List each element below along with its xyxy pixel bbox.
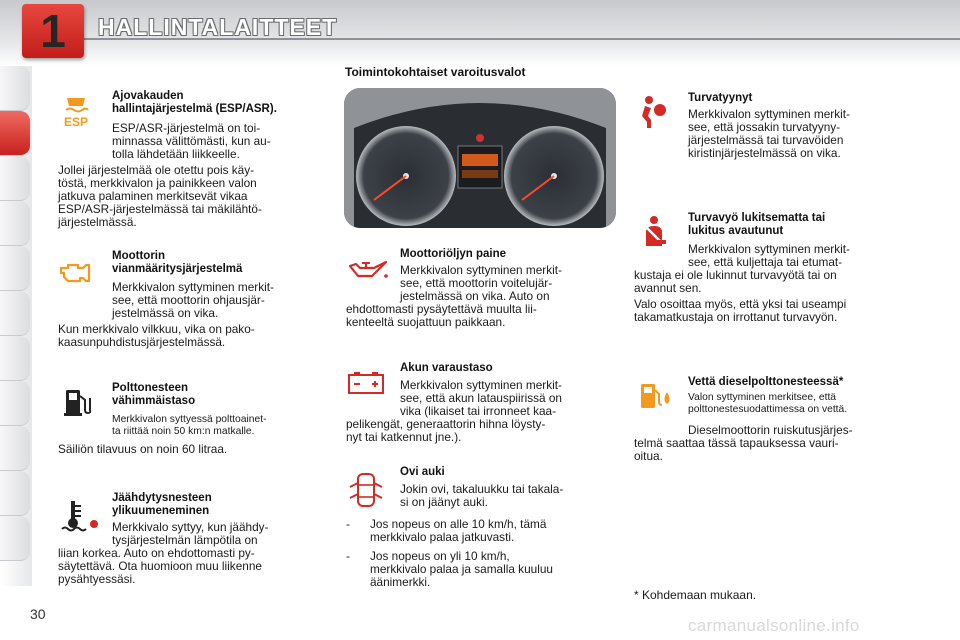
fuel-title: Polttonesteen vähimmäistaso	[112, 382, 196, 407]
side-tab[interactable]	[0, 291, 30, 336]
fuel-indent-text: Merkkivalon syttyessä polttoainet- ta riittää noin 50 km:n matkalle.	[112, 414, 267, 437]
seatbelt-body-text-2: Valo osoittaa myös, että yksi tai useampi takamatkustaja on irrottanut turvavyön.	[634, 297, 847, 324]
esp-body-text: Jollei järjestelmää ole otettu pois käy- töstä, merkkivalon ja painikkeen valon jatkuva palaminen merkitsevät vikaa ESP/ASR-järjestelmässä tai mäkilähtö- järjestelmässä.	[58, 163, 262, 229]
seatbelt-icon	[636, 214, 672, 250]
svg-text:ESP: ESP	[63, 115, 89, 128]
list-item: - Jos nopeus on alle 10 km/h, tämä merkkivalo palaa jatkuvasti.	[346, 517, 547, 544]
engine-title: Moottorin vianmääritysjärjestelmä	[112, 250, 243, 275]
water-in-diesel-icon	[636, 378, 676, 414]
coolant-temperature-icon	[58, 498, 102, 534]
coolant-title: Jäähdytysnesteen ylikuumeneminen	[112, 492, 212, 517]
airbag-title: Turvatyynyt	[688, 92, 753, 104]
fuel-pump-icon	[58, 384, 94, 420]
water-indent-text: Dieselmoottorin ruiskutusjärjes-	[688, 423, 853, 437]
side-tab[interactable]	[0, 471, 30, 516]
watermark: carmanualsonline.info	[688, 616, 860, 635]
oil-title: Moottoriöljyn paine	[400, 248, 507, 260]
side-tab-active[interactable]	[0, 111, 30, 156]
engine-indent-text: Merkkivalon syttyminen merkit- see, että moottorin ohjausjär- jestelmässä on vika.	[112, 280, 274, 320]
door-list	[346, 518, 614, 589]
oil-body-text: ehdottomasti pysäytettävä muulta lii- kenteeltä suojattuun paikkaan.	[346, 302, 537, 329]
side-tab[interactable]	[0, 336, 30, 381]
battery-icon	[346, 370, 386, 396]
coolant-indent-text: Merkkivalo syttyy, kun jäähdy- tysjärjestelmän lämpötila on	[112, 520, 269, 547]
battery-indent-text: Merkkivalon syttyminen merkit- see, että akun latauspiirissä on vika (likaiset tai irronneet kaa-	[400, 378, 562, 418]
door-title: Ovi auki	[400, 466, 445, 478]
instrument-cluster-image	[344, 88, 616, 228]
water-title: Vettä dieselpolttonesteessä*	[688, 376, 844, 388]
chapter-side-tabs	[0, 66, 32, 586]
side-tab[interactable]	[0, 426, 30, 471]
side-tab[interactable]	[0, 156, 30, 201]
airbag-passenger-icon	[636, 94, 672, 130]
fuel-body-text: Säiliön tilavuus on noin 60 litraa.	[58, 442, 228, 456]
side-tab[interactable]	[0, 66, 30, 111]
seatbelt-indent-text: Merkkivalon syttyminen merkit- see, että kuljettaja tai etumat-	[688, 242, 850, 269]
battery-body-text: pelikengät, generaattorin hihna löysty- nyt tai katkennut jne.).	[346, 417, 546, 444]
side-tab[interactable]	[0, 381, 30, 426]
section-title: Toimintokohtaiset varoitusvalot	[345, 65, 526, 79]
door-indent-text: Jokin ovi, takaluukku tai takala- si on jäänyt auki.	[400, 482, 564, 509]
door-open-icon	[346, 470, 386, 510]
coolant-body-text: liian korkea. Auto on ehdottomasti py- säytettävä. Ota huomioon muu liikenne pysähtyessäsi.	[58, 546, 262, 586]
page-number: 30	[30, 606, 46, 622]
chapter-number: 1	[40, 5, 66, 57]
side-tab[interactable]	[0, 516, 30, 561]
side-tab[interactable]	[0, 246, 30, 291]
esp-indent-text: ESP/ASR-järjestelmä on toi- minnassa välittömästi, kun au- tolla lähdetään liikkeelle.	[112, 121, 271, 161]
oil-indent-text: Merkkivalon syttyminen merkit- see, että moottorin voitelujär- jestelmässä on vika. Auto on	[400, 263, 562, 303]
oil-can-icon	[346, 254, 390, 284]
esp-title: Ajovakauden hallintajärjestelmä (ESP/ASR).	[112, 90, 277, 115]
water-small-text: Valon syttyminen merkitsee, että polttonestesuodattimessa on vettä.	[688, 392, 848, 415]
engine-body-text: Kun merkkivalo vilkkuu, vika on pako- kaasunpuhdistusjärjestelmässä.	[58, 322, 255, 349]
airbag-indent-text: Merkkivalon syttyminen merkit- see, että jossakin turvatyyny- järjestelmässä tai turvavöiden kiristinjärjestelmässä on vika.	[688, 107, 850, 160]
side-tab[interactable]	[0, 201, 30, 246]
page-title: HALLINTALAITTEET	[98, 14, 338, 40]
footnote: * Kohdemaan mukaan.	[634, 588, 757, 602]
battery-title: Akun varaustaso	[400, 362, 493, 374]
seatbelt-body-text: kustaja ei ole lukinnut turvavyötä tai on avannut sen.	[634, 268, 837, 295]
list-item: - Jos nopeus on yli 10 km/h, merkkivalo palaa ja samalla kuuluu äänimerkki.	[346, 549, 553, 589]
water-body-text: telmä saattaa tässä tapauksessa vauri- oitua.	[634, 436, 839, 463]
esp-icon	[58, 92, 94, 128]
seatbelt-title: Turvavyö lukitsematta tai lukitus avautunut	[688, 212, 826, 237]
engine-icon	[58, 254, 94, 290]
